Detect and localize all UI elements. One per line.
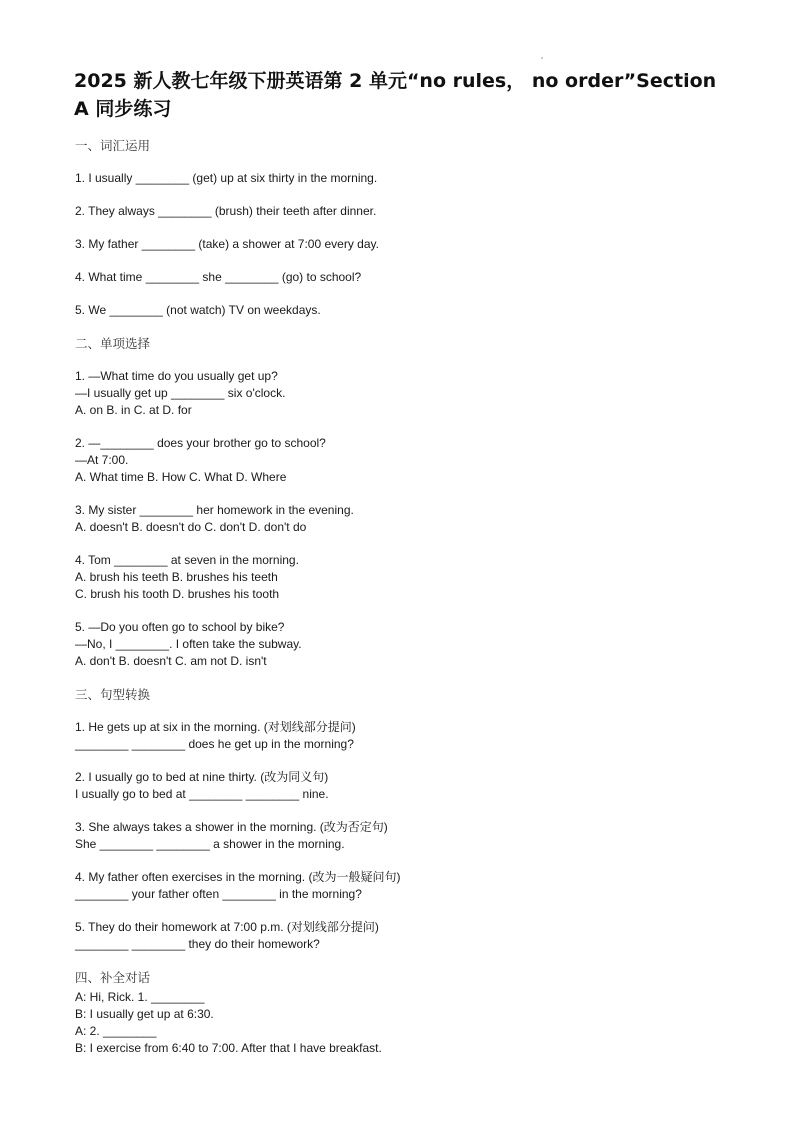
answer-line: She ________ ________ a shower in the morning. (75, 837, 345, 851)
transform-item-2 (75, 769, 735, 803)
question-line: 4. Tom ________ at seven in the morning. (75, 553, 299, 567)
question-line: 5. They do their homework at 7:00 p.m. (对划线部分提问) (75, 920, 379, 934)
question-line: 4. My father often exercises in the morning. (改为一般疑问句) (75, 870, 401, 884)
exercise-content (75, 137, 735, 1057)
options-line: C. brush his tooth D. brushes his tooth (75, 587, 280, 601)
vocab-item-text: 4. What time ________ she ________ (go) to school? (75, 270, 362, 284)
vocab-item-1 (75, 170, 735, 187)
question-line: —No, I ________. I often take the subway. (75, 637, 302, 651)
question-line: 3. My sister ________ her homework in the evening. (75, 503, 354, 517)
transform-item-5 (75, 919, 735, 953)
dialogue-line: B: I usually get up at 6:30. (75, 1007, 214, 1021)
answer-line: ________ ________ does he get up in the morning? (75, 737, 354, 751)
question-line: 2. I usually go to bed at nine thirty. (改为同义句) (75, 770, 329, 784)
question-line: 3. She always takes a shower in the morning. (改为否定句) (75, 820, 388, 834)
section-heading-sentence-transformation: 三、句型转换 (75, 687, 151, 702)
vocab-item-text: 2. They always ________ (brush) their teeth after dinner. (75, 204, 377, 218)
options-line: A. What time B. How C. What D. Where (75, 470, 287, 484)
title-line-2: A 同步练习 (74, 98, 172, 120)
options-line: A. on B. in C. at D. for (75, 403, 192, 417)
question-line: —I usually get up ________ six o'clock. (75, 386, 286, 400)
question-line: 1. He gets up at six in the morning. (对划线部分提问) (75, 720, 356, 734)
dialogue-line: A: Hi, Rick. 1. ________ (75, 990, 205, 1004)
question-line: —At 7:00. (75, 453, 129, 467)
dialogue-line: A: 2. ________ (75, 1024, 157, 1038)
transform-item-3 (75, 819, 735, 853)
vocab-item-text: 3. My father ________ (take) a shower at 7:00 every day. (75, 237, 379, 251)
section-heading-multiple-choice: 二、单项选择 (75, 336, 151, 351)
section-heading-vocabulary: 一、词汇运用 (75, 138, 151, 153)
options-line: A. brush his teeth B. brushes his teeth (75, 570, 278, 584)
page-title (74, 67, 734, 123)
vocab-item-5 (75, 302, 735, 319)
choice-item-5 (75, 619, 735, 670)
question-line: 1. —What time do you usually get up? (75, 369, 278, 383)
question-line: 2. —________ does your brother go to school? (75, 436, 326, 450)
answer-line: ________ ________ they do their homework? (75, 937, 320, 951)
choice-item-1 (75, 368, 735, 419)
dialogue-section (75, 969, 735, 1057)
title-line-1: 2025 新人教七年级下册英语第 2 单元“no rules， no order”Section (74, 70, 717, 92)
transform-item-1 (75, 719, 735, 753)
vocab-item-text: 1. I usually ________ (get) up at six thirty in the morning. (75, 171, 378, 185)
choice-item-3 (75, 502, 735, 536)
vocab-item-4 (75, 269, 735, 286)
options-line: A. doesn't B. doesn't do C. don't D. don't do (75, 520, 307, 534)
section-heading-dialogue: 四、补全对话 (75, 970, 151, 985)
vocab-item-3 (75, 236, 735, 253)
scan-dot (541, 57, 543, 59)
transform-item-4 (75, 869, 735, 903)
dialogue-line: B: I exercise from 6:40 to 7:00. After that I have breakfast. (75, 1041, 382, 1055)
answer-line: I usually go to bed at ________ ________ nine. (75, 787, 329, 801)
question-line: 5. —Do you often go to school by bike? (75, 620, 285, 634)
vocab-item-text: 5. We ________ (not watch) TV on weekdays. (75, 303, 321, 317)
choice-item-4 (75, 552, 735, 603)
answer-line: ________ your father often ________ in the morning? (75, 887, 362, 901)
vocab-item-2 (75, 203, 735, 220)
choice-item-2 (75, 435, 735, 486)
options-line: A. don't B. doesn't C. am not D. isn't (75, 654, 267, 668)
